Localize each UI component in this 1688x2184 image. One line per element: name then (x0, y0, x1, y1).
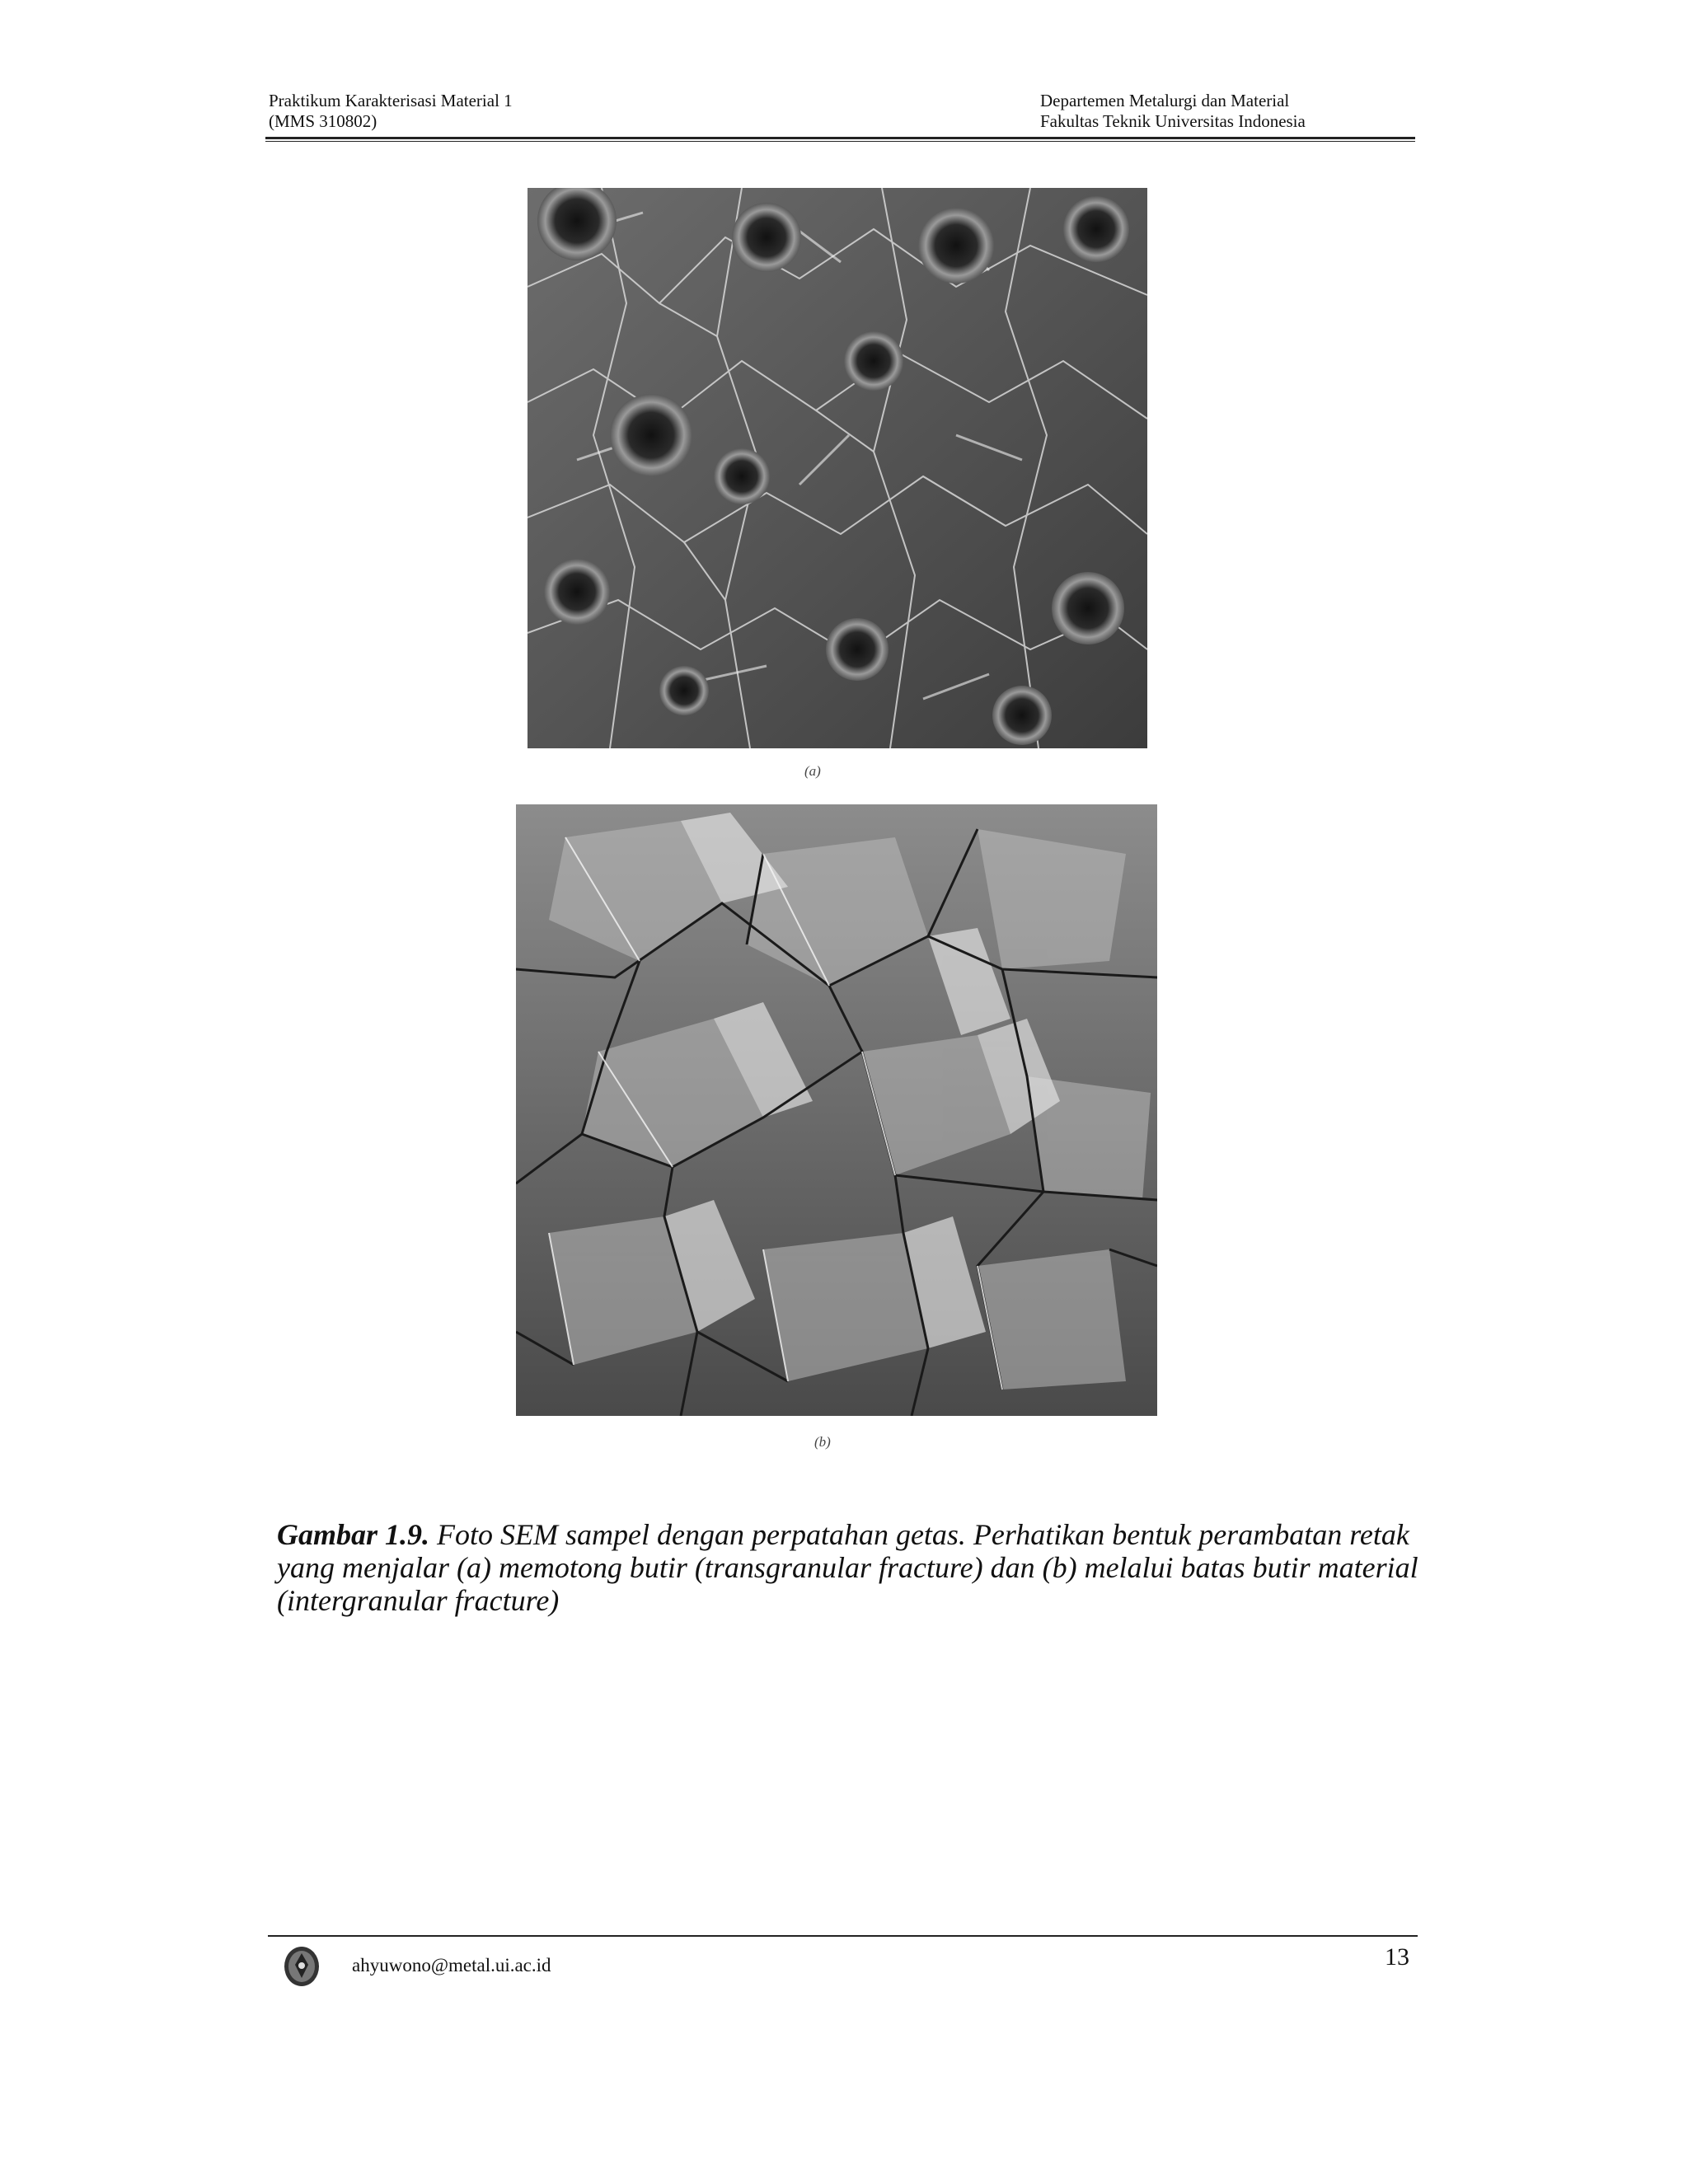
sem-image-a (528, 188, 1147, 748)
figure-caption (277, 1518, 1431, 1617)
course-title: Praktikum Karakterisasi Material 1 (269, 91, 513, 110)
sem-image-b-graphic (516, 804, 1157, 1416)
sem-image-a-graphic (528, 188, 1147, 748)
department-name: Departemen Metalurgi dan Material (1040, 91, 1290, 110)
figure-a-label: (a) (804, 763, 821, 779)
header-rule-thin (265, 141, 1415, 142)
header-left (269, 91, 513, 132)
header-right (1040, 91, 1306, 132)
figure-b-label: (b) (814, 1434, 831, 1450)
author-email: ahyuwono@metal.ui.ac.id (352, 1955, 551, 1975)
caption-label: Gambar 1.9. (277, 1518, 430, 1551)
footer-rule (268, 1935, 1418, 1937)
page-number: 13 (1385, 1943, 1409, 1971)
sem-image-b (516, 804, 1157, 1416)
university-seal-icon (283, 1945, 321, 1988)
course-code: (MMS 310802) (269, 111, 377, 131)
faculty-name: Fakultas Teknik Universitas Indonesia (1040, 111, 1306, 131)
page-footer (268, 1935, 1418, 1993)
page-header (265, 91, 1415, 142)
header-rule-thick (265, 137, 1415, 139)
caption-text: Foto SEM sampel dengan perpatahan getas. Perhatikan bentuk perambatan retak yang menjalar (a) memotong butir (transgranular fracture) dan (b) melalui batas butir material (intergranular fracture) (277, 1518, 1418, 1617)
